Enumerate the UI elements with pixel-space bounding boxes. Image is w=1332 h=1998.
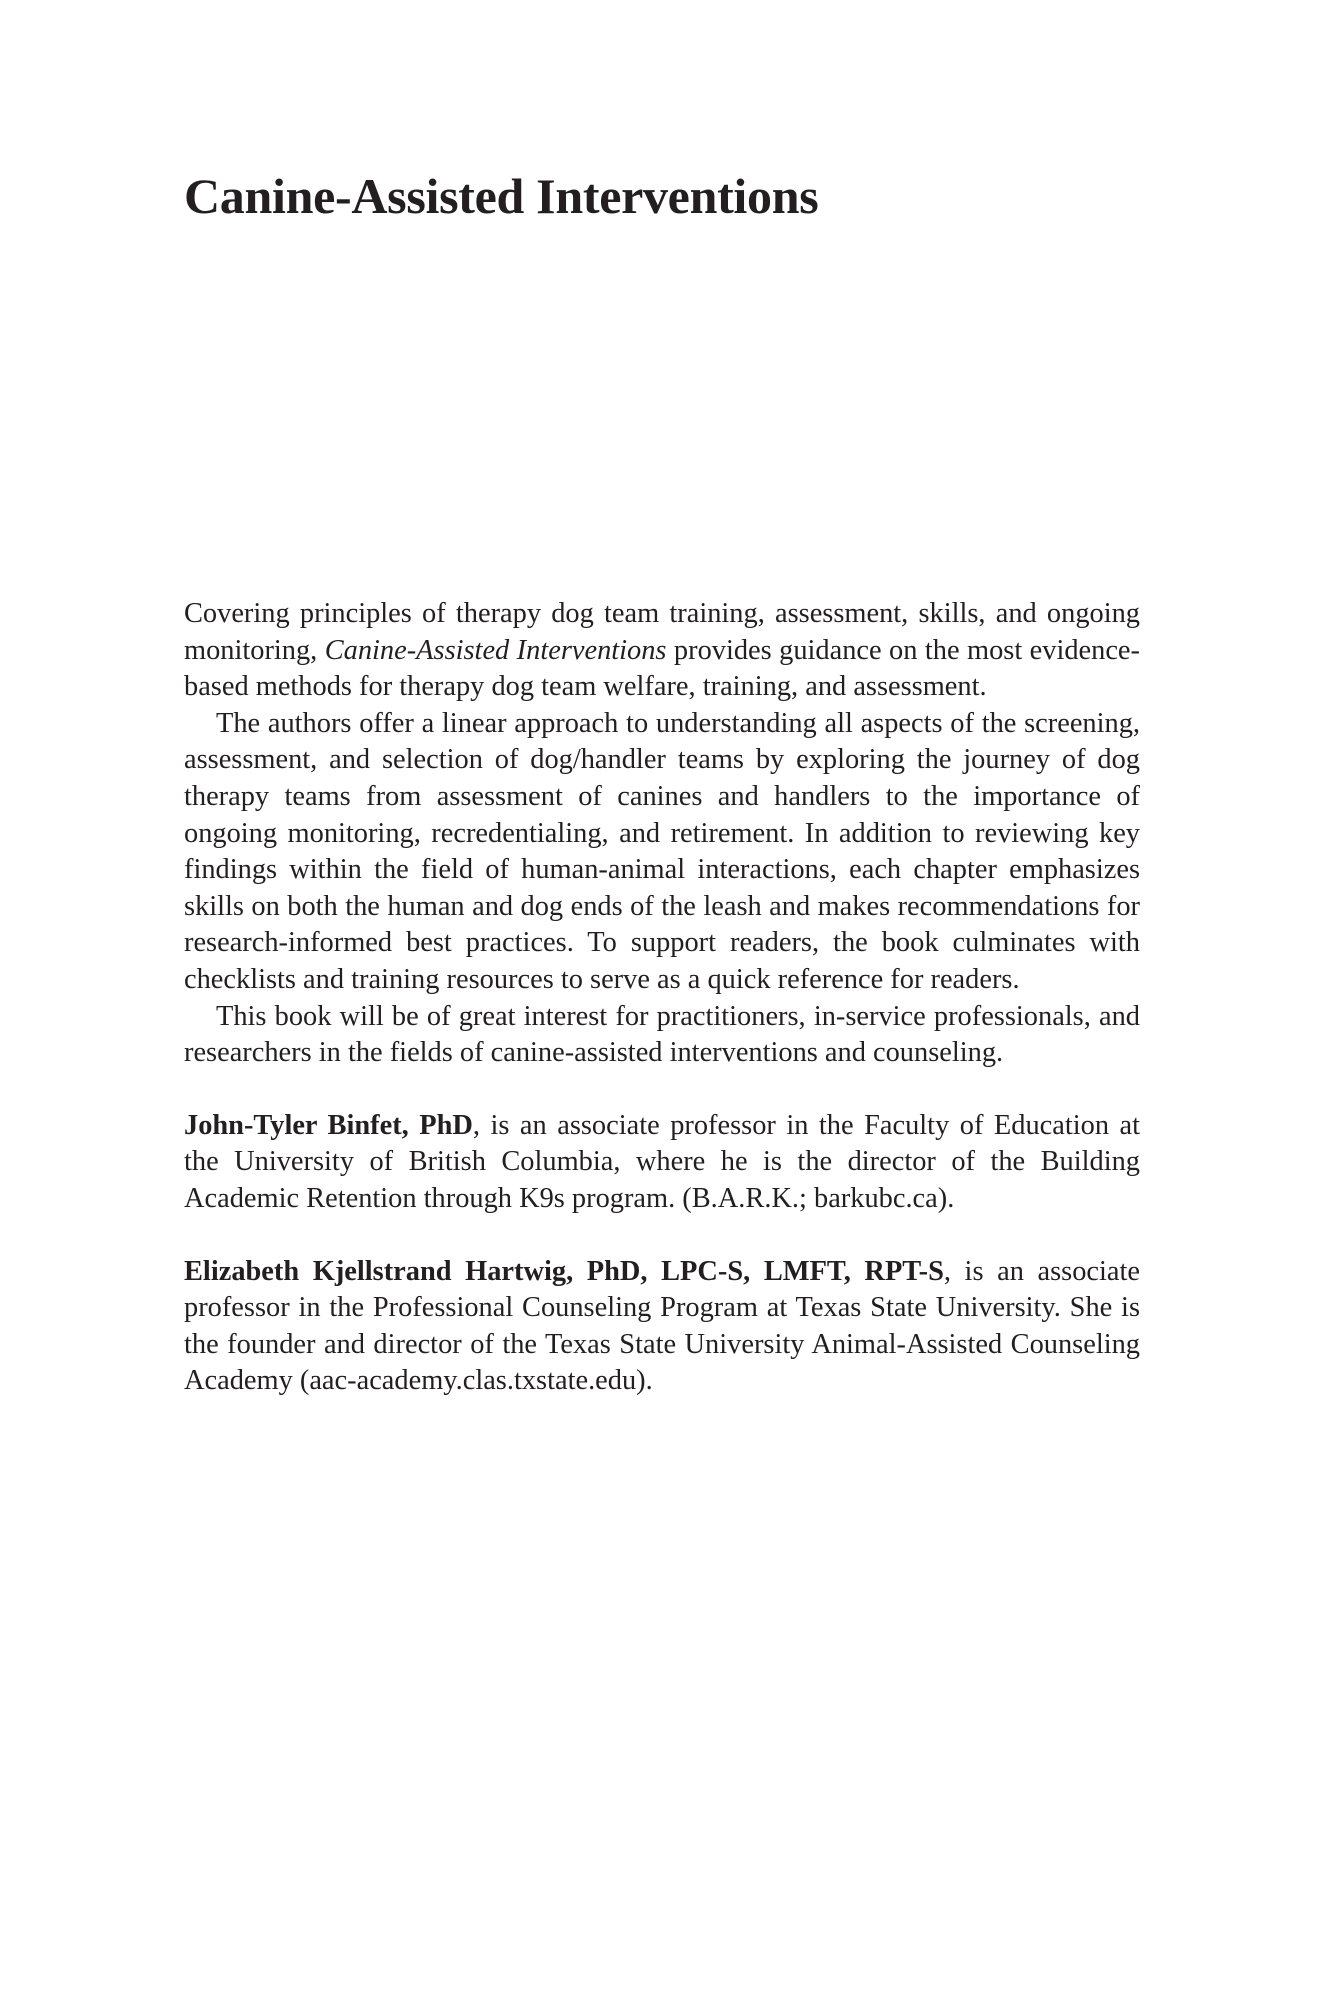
description-p1-lead: Covering principles of therapy dog team training, assessment, skills, and ongoing monitoring, [184, 598, 1140, 666]
book-description [184, 596, 1140, 1400]
author-bio-text: , is an associate professor in the Professional Counseling Program at Texas State University. She is the founder and director of the Texas State University Animal-Assisted Counseling Academy (aac-academy.clas.txstate.edu). [184, 1255, 1140, 1397]
book-title-italic: Canine-Assisted Interventions [324, 634, 667, 666]
description-paragraph-1 [184, 596, 1140, 706]
description-paragraph-3: This book will be of great interest for practitioners, in-service professionals, and researchers in the fields of canine-assisted interventions and counseling. [184, 1000, 1140, 1069]
author-bio-hartwig [184, 1254, 1140, 1400]
author-name: John-Tyler Binfet, PhD [184, 1109, 473, 1141]
author-bio-binfet [184, 1108, 1140, 1218]
description-paragraph-2: The authors offer a linear approach to understanding all aspects of the screening, assessment, and selection of dog/handler teams by exploring the journey of dog therapy teams from assessment of canines and handlers to the importance of ongoing monitoring, recredentialing, and retirement. In addition to reviewing key findings within the field of human-animal interactions, each chapter emphasizes skills on both the human and dog ends of the leash and makes recommendations for research-informed best practices. To support readers, the book culminates with checklists and training resources to serve as a quick reference for readers. [184, 707, 1140, 995]
author-name: Elizabeth Kjellstrand Hartwig, PhD, LPC-S, LMFT, RPT-S [184, 1255, 944, 1287]
description-p1-tail: provides guidance on the most evidence-based methods for therapy dog team welfare, training, and assessment. [184, 634, 1140, 703]
author-bio-text: , is an associate professor in the Faculty of Education at the University of British Columbia, where he is the director of the Building Academic Retention through K9s program. (B.A.R.K.; barkubc.ca). [184, 1109, 1141, 1214]
page-title: Canine-Assisted Interventions [184, 168, 819, 224]
